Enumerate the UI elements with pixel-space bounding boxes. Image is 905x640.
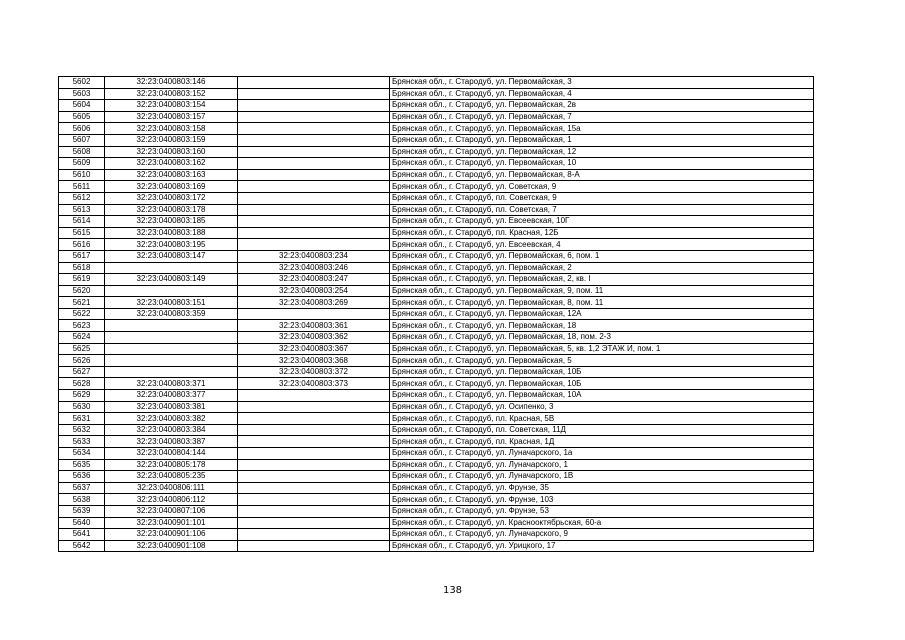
address-cell: Брянская обл., г. Стародуб, ул. Первомайская, 18, пом. 2-3 — [390, 332, 814, 344]
row-number-cell: 5639 — [59, 505, 105, 517]
row-number-cell: 5633 — [59, 436, 105, 448]
row-number-cell: 5610 — [59, 169, 105, 181]
table-row — [59, 401, 814, 413]
row-number-cell: 5638 — [59, 494, 105, 506]
cadastral-number-cell: 32:23:0400806:112 — [105, 494, 238, 506]
cadastral-number-cell: 32:23:0400803:387 — [105, 436, 238, 448]
cadastral-number-cell — [105, 320, 238, 332]
address-cell: Брянская обл., г. Стародуб, ул. Первомайская, 6, пом. 1 — [390, 250, 814, 262]
cadastral-number-2-cell — [238, 459, 390, 471]
cadastral-number-2-cell — [238, 239, 390, 251]
address-cell: Брянская обл., г. Стародуб, пл. Советская, 9 — [390, 192, 814, 204]
table-row — [59, 390, 814, 402]
cadastral-number-cell: 32:23:0400803:169 — [105, 181, 238, 193]
cadastral-number-2-cell — [238, 146, 390, 158]
table-row — [59, 471, 814, 483]
row-number-cell: 5620 — [59, 285, 105, 297]
address-cell: Брянская обл., г. Стародуб, ул. Фрунзе, 103 — [390, 494, 814, 506]
cadastral-number-cell: 32:23:0400901:101 — [105, 517, 238, 529]
cadastral-number-cell: 32:23:0400803:382 — [105, 413, 238, 425]
address-cell: Брянская обл., г. Стародуб, ул. Фрунзе, 35 — [390, 482, 814, 494]
address-cell: Брянская обл., г. Стародуб, ул. Евсеевская, 4 — [390, 239, 814, 251]
row-number-cell: 5627 — [59, 366, 105, 378]
table-row — [59, 158, 814, 170]
address-cell: Брянская обл., г. Стародуб, ул. Урицкого, 17 — [390, 540, 814, 552]
cadastral-number-cell: 32:23:0400803:163 — [105, 169, 238, 181]
row-number-cell: 5614 — [59, 216, 105, 228]
cadastral-number-2-cell — [238, 134, 390, 146]
table-row — [59, 297, 814, 309]
cadastral-number-cell: 32:23:0400803:158 — [105, 123, 238, 135]
row-number-cell: 5636 — [59, 471, 105, 483]
row-number-cell: 5604 — [59, 100, 105, 112]
cadastral-number-cell: 32:23:0400803:152 — [105, 88, 238, 100]
address-cell: Брянская обл., г. Стародуб, пл. Красная, 5В — [390, 413, 814, 425]
table-row — [59, 505, 814, 517]
table-row — [59, 343, 814, 355]
table-row — [59, 285, 814, 297]
row-number-cell: 5617 — [59, 250, 105, 262]
row-number-cell: 5632 — [59, 424, 105, 436]
table-row — [59, 181, 814, 193]
register-table-body — [59, 77, 814, 552]
address-cell: Брянская обл., г. Стародуб, ул. Первомайская, 1 — [390, 134, 814, 146]
cadastral-number-2-cell: 32:23:0400803:367 — [238, 343, 390, 355]
address-cell: Брянская обл., г. Стародуб, ул. Луначарского, 9 — [390, 529, 814, 541]
table-row — [59, 204, 814, 216]
cadastral-number-2-cell — [238, 471, 390, 483]
address-cell: Брянская обл., г. Стародуб, ул. Первомайская, 5 — [390, 355, 814, 367]
cadastral-number-cell: 32:23:0400803:154 — [105, 100, 238, 112]
cadastral-number-cell: 32:23:0400803:160 — [105, 146, 238, 158]
address-cell: Брянская обл., г. Стародуб, ул. Первомайская, 3 — [390, 77, 814, 89]
row-number-cell: 5624 — [59, 332, 105, 344]
cadastral-number-2-cell — [238, 517, 390, 529]
table-row — [59, 134, 814, 146]
cadastral-number-cell: 32:23:0400803:185 — [105, 216, 238, 228]
address-cell: Брянская обл., г. Стародуб, ул. Первомайская, 2, кв. I — [390, 274, 814, 286]
table-row — [59, 239, 814, 251]
row-number-cell: 5615 — [59, 227, 105, 239]
row-number-cell: 5619 — [59, 274, 105, 286]
cadastral-number-cell: 32:23:0400803:157 — [105, 111, 238, 123]
cadastral-number-cell: 32:23:0400901:108 — [105, 540, 238, 552]
cadastral-number-2-cell: 32:23:0400803:269 — [238, 297, 390, 309]
row-number-cell: 5613 — [59, 204, 105, 216]
cadastral-number-cell: 32:23:0400803:371 — [105, 378, 238, 390]
cadastral-number-2-cell — [238, 169, 390, 181]
address-cell: Брянская обл., г. Стародуб, ул. Первомайская, 10 — [390, 158, 814, 170]
cadastral-number-cell: 32:23:0400803:172 — [105, 192, 238, 204]
address-cell: Брянская обл., г. Стародуб, ул. Осипенко, 3 — [390, 401, 814, 413]
cadastral-number-2-cell — [238, 100, 390, 112]
address-cell: Брянская обл., г. Стародуб, ул. Евсеевская, 10Г — [390, 216, 814, 228]
register-table — [58, 76, 814, 552]
address-cell: Брянская обл., г. Стародуб, ул. Первомайская, 9, пом. 11 — [390, 285, 814, 297]
address-cell: Брянская обл., г. Стародуб, ул. Первомайская, 10Б — [390, 378, 814, 390]
address-cell: Брянская обл., г. Стародуб, ул. Первомайская, 10Б — [390, 366, 814, 378]
cadastral-number-2-cell — [238, 424, 390, 436]
cadastral-number-2-cell: 32:23:0400803:254 — [238, 285, 390, 297]
cadastral-number-2-cell — [238, 308, 390, 320]
cadastral-number-cell: 32:23:0400803:147 — [105, 250, 238, 262]
address-cell: Брянская обл., г. Стародуб, ул. Первомайская, 10А — [390, 390, 814, 402]
cadastral-number-2-cell — [238, 158, 390, 170]
address-cell: Брянская обл., г. Стародуб, ул. Первомайская, 8, пом. 11 — [390, 297, 814, 309]
address-cell: Брянская обл., г. Стародуб, ул. Первомайская, 5, кв. 1,2 ЭТАЖ И, пом. 1 — [390, 343, 814, 355]
address-cell: Брянская обл., г. Стародуб, ул. Луначарского, 1 — [390, 459, 814, 471]
table-row — [59, 227, 814, 239]
row-number-cell: 5637 — [59, 482, 105, 494]
cadastral-number-cell — [105, 343, 238, 355]
row-number-cell: 5611 — [59, 181, 105, 193]
address-cell: Брянская обл., г. Стародуб, ул. Первомайская, 18 — [390, 320, 814, 332]
address-cell: Брянская обл., г. Стародуб, ул. Луначарского, 1а — [390, 448, 814, 460]
table-row — [59, 366, 814, 378]
row-number-cell: 5635 — [59, 459, 105, 471]
address-cell: Брянская обл., г. Стародуб, ул. Первомайская, 12 — [390, 146, 814, 158]
table-row — [59, 123, 814, 135]
cadastral-number-2-cell — [238, 494, 390, 506]
row-number-cell: 5608 — [59, 146, 105, 158]
address-cell: Брянская обл., г. Стародуб, ул. Первомайская, 8-А — [390, 169, 814, 181]
cadastral-number-2-cell: 32:23:0400803:373 — [238, 378, 390, 390]
cadastral-number-cell: 32:23:0400803:384 — [105, 424, 238, 436]
cadastral-number-cell: 32:23:0400803:151 — [105, 297, 238, 309]
cadastral-number-2-cell: 32:23:0400803:234 — [238, 250, 390, 262]
row-number-cell: 5603 — [59, 88, 105, 100]
table-row — [59, 494, 814, 506]
address-cell: Брянская обл., г. Стародуб, пл. Советская, 7 — [390, 204, 814, 216]
address-cell: Брянская обл., г. Стародуб, пл. Советская, 11Д — [390, 424, 814, 436]
table-row — [59, 88, 814, 100]
table-row — [59, 482, 814, 494]
cadastral-number-cell: 32:23:0400803:149 — [105, 274, 238, 286]
row-number-cell: 5618 — [59, 262, 105, 274]
cadastral-number-cell: 32:23:0400803:162 — [105, 158, 238, 170]
cadastral-number-cell — [105, 262, 238, 274]
cadastral-number-cell: 32:23:0400803:377 — [105, 390, 238, 402]
cadastral-number-2-cell — [238, 401, 390, 413]
cadastral-number-cell: 32:23:0400805:178 — [105, 459, 238, 471]
table-row — [59, 111, 814, 123]
cadastral-number-2-cell: 32:23:0400803:246 — [238, 262, 390, 274]
cadastral-number-2-cell — [238, 390, 390, 402]
address-cell: Брянская обл., г. Стародуб, ул. Первомайская, 4 — [390, 88, 814, 100]
table-row — [59, 517, 814, 529]
cadastral-number-cell — [105, 332, 238, 344]
row-number-cell: 5622 — [59, 308, 105, 320]
cadastral-number-2-cell: 32:23:0400803:361 — [238, 320, 390, 332]
cadastral-number-2-cell — [238, 227, 390, 239]
table-row — [59, 262, 814, 274]
cadastral-number-cell — [105, 285, 238, 297]
cadastral-number-cell — [105, 366, 238, 378]
table-row — [59, 274, 814, 286]
address-cell: Брянская обл., г. Стародуб, пл. Красная, 1Д — [390, 436, 814, 448]
cadastral-number-cell: 32:23:0400803:381 — [105, 401, 238, 413]
cadastral-number-2-cell: 32:23:0400803:362 — [238, 332, 390, 344]
row-number-cell: 5628 — [59, 378, 105, 390]
cadastral-number-2-cell — [238, 181, 390, 193]
cadastral-number-2-cell — [238, 482, 390, 494]
address-cell: Брянская обл., г. Стародуб, ул. Первомайская, 12А — [390, 308, 814, 320]
cadastral-number-2-cell: 32:23:0400803:247 — [238, 274, 390, 286]
row-number-cell: 5612 — [59, 192, 105, 204]
cadastral-number-2-cell — [238, 413, 390, 425]
row-number-cell: 5605 — [59, 111, 105, 123]
cadastral-number-2-cell — [238, 540, 390, 552]
table-row — [59, 308, 814, 320]
table-row — [59, 192, 814, 204]
page-number: 138 — [442, 585, 463, 596]
address-cell: Брянская обл., г. Стародуб, ул. Первомайская, 7 — [390, 111, 814, 123]
address-cell: Брянская обл., г. Стародуб, ул. Луначарского, 1В — [390, 471, 814, 483]
cadastral-number-2-cell — [238, 88, 390, 100]
table-row — [59, 378, 814, 390]
cadastral-number-cell: 32:23:0400807:106 — [105, 505, 238, 517]
table-row — [59, 413, 814, 425]
cadastral-number-cell: 32:23:0400901:106 — [105, 529, 238, 541]
cadastral-number-2-cell — [238, 77, 390, 89]
address-cell: Брянская обл., г. Стародуб, ул. Первомайская, 2в — [390, 100, 814, 112]
row-number-cell: 5640 — [59, 517, 105, 529]
table-row — [59, 459, 814, 471]
address-cell: Брянская обл., г. Стародуб, ул. Первомайская, 15а — [390, 123, 814, 135]
table-row — [59, 355, 814, 367]
table-row — [59, 77, 814, 89]
cadastral-number-cell: 32:23:0400803:178 — [105, 204, 238, 216]
address-cell: Брянская обл., г. Стародуб, пл. Красная, 12Б — [390, 227, 814, 239]
table-row — [59, 448, 814, 460]
cadastral-number-cell: 32:23:0400804:144 — [105, 448, 238, 460]
table-row — [59, 436, 814, 448]
cadastral-number-cell: 32:23:0400803:146 — [105, 77, 238, 89]
cadastral-number-2-cell — [238, 505, 390, 517]
table-row — [59, 169, 814, 181]
cadastral-number-2-cell — [238, 192, 390, 204]
cadastral-number-2-cell — [238, 111, 390, 123]
address-cell: Брянская обл., г. Стародуб, ул. Фрунзе, 53 — [390, 505, 814, 517]
row-number-cell: 5623 — [59, 320, 105, 332]
table-row — [59, 146, 814, 158]
table-row — [59, 320, 814, 332]
cadastral-number-cell — [105, 355, 238, 367]
row-number-cell: 5630 — [59, 401, 105, 413]
table-row — [59, 529, 814, 541]
table-row — [59, 100, 814, 112]
cadastral-number-cell: 32:23:0400803:195 — [105, 239, 238, 251]
table-row — [59, 424, 814, 436]
cadastral-number-2-cell: 32:23:0400803:372 — [238, 366, 390, 378]
cadastral-number-2-cell — [238, 216, 390, 228]
address-cell: Брянская обл., г. Стародуб, ул. Краснооктябрьская, 60-а — [390, 517, 814, 529]
cadastral-number-2-cell — [238, 123, 390, 135]
cadastral-number-2-cell — [238, 529, 390, 541]
cadastral-number-2-cell: 32:23:0400803:368 — [238, 355, 390, 367]
row-number-cell: 5602 — [59, 77, 105, 89]
row-number-cell: 5641 — [59, 529, 105, 541]
address-cell: Брянская обл., г. Стародуб, ул. Первомайская, 2 — [390, 262, 814, 274]
cadastral-number-cell: 32:23:0400803:359 — [105, 308, 238, 320]
cadastral-number-2-cell — [238, 436, 390, 448]
row-number-cell: 5621 — [59, 297, 105, 309]
row-number-cell: 5634 — [59, 448, 105, 460]
cadastral-number-2-cell — [238, 204, 390, 216]
row-number-cell: 5625 — [59, 343, 105, 355]
row-number-cell: 5606 — [59, 123, 105, 135]
row-number-cell: 5609 — [59, 158, 105, 170]
row-number-cell: 5607 — [59, 134, 105, 146]
cadastral-number-cell: 32:23:0400803:159 — [105, 134, 238, 146]
cadastral-number-2-cell — [238, 448, 390, 460]
cadastral-number-cell: 32:23:0400806:111 — [105, 482, 238, 494]
row-number-cell: 5631 — [59, 413, 105, 425]
table-row — [59, 332, 814, 344]
address-cell: Брянская обл., г. Стародуб, ул. Советская, 9 — [390, 181, 814, 193]
table-row — [59, 216, 814, 228]
row-number-cell: 5629 — [59, 390, 105, 402]
cadastral-number-cell: 32:23:0400803:188 — [105, 227, 238, 239]
row-number-cell: 5626 — [59, 355, 105, 367]
table-row — [59, 250, 814, 262]
cadastral-number-cell: 32:23:0400805:235 — [105, 471, 238, 483]
row-number-cell: 5616 — [59, 239, 105, 251]
table-row — [59, 540, 814, 552]
row-number-cell: 5642 — [59, 540, 105, 552]
